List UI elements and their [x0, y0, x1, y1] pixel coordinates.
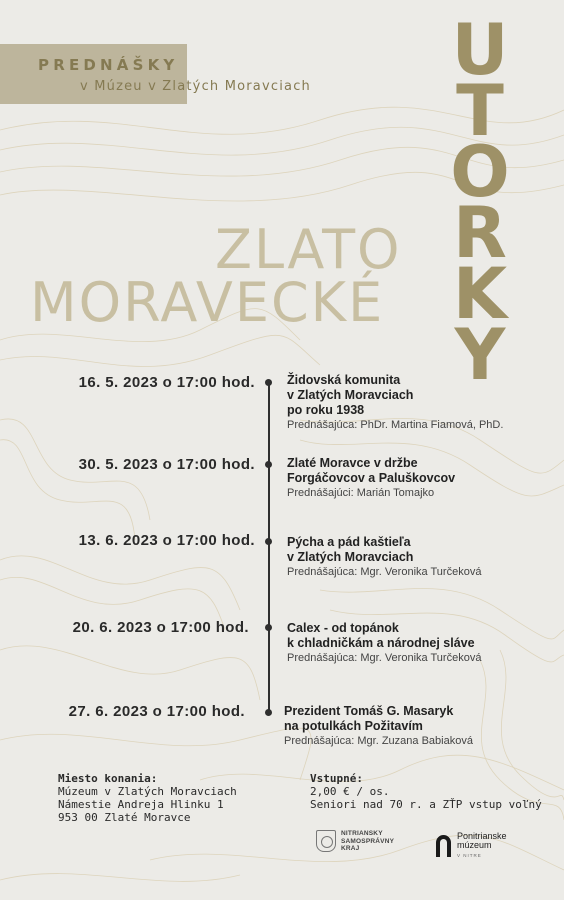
event-title-line: Zlaté Moravce v držbe	[287, 456, 418, 470]
event-speaker: Prednášajúca: Mgr. Veronika Turčeková	[287, 652, 482, 664]
event-speaker: Prednášajúci: Marián Tomajko	[287, 487, 435, 499]
crest-icon	[316, 830, 336, 852]
event-title-line: po roku 1938	[287, 403, 365, 417]
header-accent-block	[0, 44, 187, 104]
event-item	[284, 704, 539, 748]
event-title-line: k chladničkám a národnej sláve	[287, 636, 475, 650]
admission-line: Seniori nad 70 r. a ZŤP vstup voľný	[310, 798, 542, 811]
timeline-dot	[265, 538, 272, 545]
event-date: 27. 6. 2023 o 17:00 hod.	[68, 703, 245, 720]
admission-block	[310, 772, 542, 811]
event-title-line: na potulkách Požitavím	[284, 719, 423, 733]
venue-block	[58, 772, 237, 824]
poster-subtitle: v Múzeu v Zlatých Moravciach	[80, 79, 311, 94]
event-item	[287, 373, 542, 432]
vertical-letter: R	[453, 192, 507, 274]
event-title-line: Forgáčovcov a Paluškovcov	[287, 471, 456, 485]
big-heading-line2: MORAVECKÉ	[30, 271, 385, 334]
logo-text: SAMOSPRÁVNY	[341, 837, 395, 845]
event-title-line: Calex - od topánok	[287, 621, 399, 635]
vertical-letter: T	[456, 70, 504, 152]
logo-text: NITRIANSKY	[341, 830, 383, 837]
event-date: 13. 6. 2023 o 17:00 hod.	[78, 532, 255, 549]
vertical-letter: U	[451, 9, 509, 91]
logo-text: V NITRE	[457, 853, 482, 858]
venue-line: Múzeum v Zlatých Moravciach	[58, 785, 237, 798]
venue-line: 953 00 Zlaté Moravce	[58, 811, 191, 824]
museum-logo	[436, 832, 507, 860]
poster-title: PREDNÁŠKY	[38, 56, 179, 74]
timeline-dot	[265, 624, 272, 631]
event-speaker: Prednášajúca: Mgr. Zuzana Babiaková	[284, 735, 473, 747]
timeline-line	[268, 382, 270, 713]
logo-text: múzeum	[457, 840, 492, 850]
event-title-line: Prezident Tomáš G. Masaryk	[284, 704, 454, 718]
event-title-line: Pýcha a pád kaštieľa	[287, 535, 411, 549]
admission-line: 2,00 € / os.	[310, 785, 390, 798]
event-date: 20. 6. 2023 o 17:00 hod.	[72, 619, 249, 636]
logo-text: Ponitrianske	[457, 831, 507, 841]
venue-heading: Miesto konania:	[58, 772, 158, 785]
event-speaker: Prednášajúca: PhDr. Martina Fiamová, PhD.	[287, 419, 504, 431]
event-title-line: v Zlatých Moravciach	[287, 550, 414, 564]
venue-line: Námestie Andreja Hlinku 1	[58, 798, 224, 811]
timeline-dot	[265, 379, 272, 386]
logo-text: KRAJ	[341, 845, 360, 852]
event-title-line: v Zlatých Moravciach	[287, 388, 414, 402]
big-heading-line1: ZLATO	[215, 218, 402, 281]
vertical-letter: Y	[454, 314, 506, 396]
vertical-word-utorky	[442, 9, 518, 396]
vertical-letter: O	[450, 131, 510, 213]
event-item	[287, 621, 542, 665]
museum-arch-icon	[436, 835, 451, 857]
admission-heading: Vstupné:	[310, 772, 363, 785]
event-speaker: Prednášajúca: Mgr. Veronika Turčeková	[287, 566, 482, 578]
nsk-logo	[316, 830, 394, 853]
event-item	[287, 456, 542, 500]
vertical-letter: K	[452, 253, 508, 335]
event-title-line: Židovská komunita	[287, 373, 401, 387]
event-date: 30. 5. 2023 o 17:00 hod.	[78, 456, 255, 473]
event-item	[287, 535, 542, 579]
event-date: 16. 5. 2023 o 17:00 hod.	[78, 374, 255, 391]
timeline-dot	[265, 709, 272, 716]
timeline-dot	[265, 461, 272, 468]
